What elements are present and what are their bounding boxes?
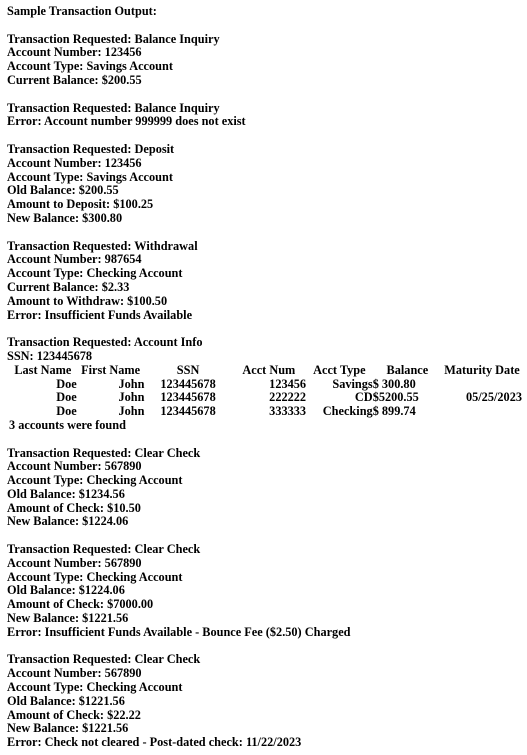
cell-last-name: Doe bbox=[56, 404, 77, 419]
transaction-line: Account Number: 123456 bbox=[7, 45, 142, 60]
transaction-line: Account Number: 567890 bbox=[7, 555, 142, 570]
transaction-line: Amount of Check: $10.50 bbox=[7, 500, 141, 515]
cell-acct-num: 123456 bbox=[269, 376, 307, 391]
cell-balance: $ 300.80 bbox=[372, 376, 416, 391]
transaction-line: Account Type: Savings Account bbox=[7, 59, 173, 74]
cell-first-name: John bbox=[118, 404, 145, 419]
transaction-line: Transaction Requested: Clear Check bbox=[7, 445, 201, 460]
transaction-line: Error: Account number 999999 does not exist bbox=[7, 114, 246, 129]
cell-acct-type: Checking bbox=[322, 404, 373, 419]
transaction-line: Amount of Check: $7000.00 bbox=[7, 597, 154, 612]
column-header-acct-type: Acct Type bbox=[313, 362, 366, 377]
account-info-line: Transaction Requested: Account Info bbox=[7, 335, 203, 350]
transaction-line: Account Type: Checking Account bbox=[7, 680, 183, 695]
transaction-block bbox=[7, 447, 522, 530]
cell-balance: $5200.55 bbox=[372, 390, 419, 405]
transaction-line: Transaction Requested: Clear Check bbox=[7, 542, 201, 557]
transaction-line: Old Balance: $200.55 bbox=[7, 183, 119, 198]
account-info-line: SSN: 123445678 bbox=[7, 348, 93, 363]
transaction-block bbox=[7, 543, 522, 640]
cell-acct-type: Savings bbox=[332, 376, 373, 391]
transaction-line: Error: Insufficient Funds Available - Bounce Fee ($2.50) Charged bbox=[7, 624, 351, 639]
cell-maturity-date: 05/25/2023 bbox=[465, 390, 522, 405]
transaction-line: Old Balance: $1234.56 bbox=[7, 486, 125, 501]
transaction-line: Old Balance: $1224.06 bbox=[7, 583, 125, 598]
accounts-found-count: 3 accounts were found bbox=[9, 417, 126, 432]
cell-acct-type: CD bbox=[354, 390, 373, 405]
transaction-block bbox=[7, 653, 522, 750]
transaction-line: Account Type: Checking Account bbox=[7, 473, 183, 488]
transaction-line: Account Number: 567890 bbox=[7, 666, 142, 681]
transaction-line: Error: Check not cleared - Post-dated check: 11/22/2023 bbox=[7, 735, 302, 750]
transaction-line: Current Balance: $2.33 bbox=[7, 279, 130, 294]
transaction-line: Amount of Check: $22.22 bbox=[7, 707, 141, 722]
page-title: Sample Transaction Output: bbox=[7, 4, 157, 18]
column-header-balance: Balance bbox=[386, 362, 429, 377]
transaction-line: Account Number: 987654 bbox=[7, 252, 142, 267]
transaction-line: Account Type: Checking Account bbox=[7, 266, 183, 281]
transaction-line: Transaction Requested: Clear Check bbox=[7, 652, 201, 667]
transaction-line: Transaction Requested: Withdrawal bbox=[7, 238, 198, 253]
transaction-line: New Balance: $1224.06 bbox=[7, 514, 129, 529]
column-header-last-name: Last Name bbox=[14, 362, 72, 377]
accounts-table bbox=[9, 364, 522, 419]
cell-first-name: John bbox=[118, 390, 145, 405]
column-header-first-name: First Name bbox=[81, 362, 141, 377]
table-row bbox=[9, 378, 522, 392]
transaction-line: Amount to Deposit: $100.25 bbox=[7, 197, 154, 212]
transaction-line: Error: Insufficient Funds Available bbox=[7, 307, 193, 322]
transaction-line: Current Balance: $200.55 bbox=[7, 72, 142, 87]
cell-ssn: 123445678 bbox=[160, 390, 216, 405]
cell-last-name: Doe bbox=[56, 390, 77, 405]
transaction-line: New Balance: $1221.56 bbox=[7, 611, 129, 626]
cell-balance: $ 899.74 bbox=[372, 404, 416, 419]
column-header-acct-num: Acct Num bbox=[242, 362, 296, 377]
table-row bbox=[9, 391, 522, 405]
transaction-blocks-group-2 bbox=[7, 447, 522, 751]
transaction-line: Transaction Requested: Balance Inquiry bbox=[7, 100, 220, 115]
transaction-line: New Balance: $300.80 bbox=[7, 210, 123, 225]
table-header-row bbox=[9, 364, 522, 378]
accounts-table-body bbox=[9, 378, 522, 419]
transaction-block bbox=[7, 240, 522, 323]
transaction-line: Account Number: 567890 bbox=[7, 459, 142, 474]
column-header-maturity-date: Maturity Date bbox=[444, 362, 520, 377]
transaction-block bbox=[7, 143, 522, 226]
cell-last-name: Doe bbox=[56, 376, 77, 391]
cell-maturity-date bbox=[442, 405, 522, 419]
transaction-line: Transaction Requested: Deposit bbox=[7, 141, 175, 156]
cell-first-name: John bbox=[118, 376, 145, 391]
transaction-block bbox=[7, 102, 522, 130]
table-row bbox=[9, 405, 522, 419]
transaction-line: Account Type: Checking Account bbox=[7, 569, 183, 584]
column-header-ssn: SSN bbox=[176, 362, 200, 377]
transaction-line: Old Balance: $1221.56 bbox=[7, 693, 125, 708]
cell-acct-num: 333333 bbox=[269, 404, 307, 419]
transaction-line: New Balance: $1221.56 bbox=[7, 721, 129, 736]
transaction-output-document bbox=[7, 5, 522, 750]
cell-ssn: 123445678 bbox=[160, 376, 216, 391]
transaction-line: Account Type: Savings Account bbox=[7, 169, 173, 184]
account-info-block bbox=[7, 336, 522, 433]
cell-acct-num: 222222 bbox=[269, 390, 307, 405]
transaction-line: Transaction Requested: Balance Inquiry bbox=[7, 31, 220, 46]
cell-ssn: 123445678 bbox=[160, 404, 216, 419]
transaction-block bbox=[7, 33, 522, 88]
transaction-line: Amount to Withdraw: $100.50 bbox=[7, 293, 168, 308]
transaction-blocks-group-1 bbox=[7, 33, 522, 323]
transaction-line: Account Number: 123456 bbox=[7, 155, 142, 170]
cell-maturity-date bbox=[442, 378, 522, 392]
